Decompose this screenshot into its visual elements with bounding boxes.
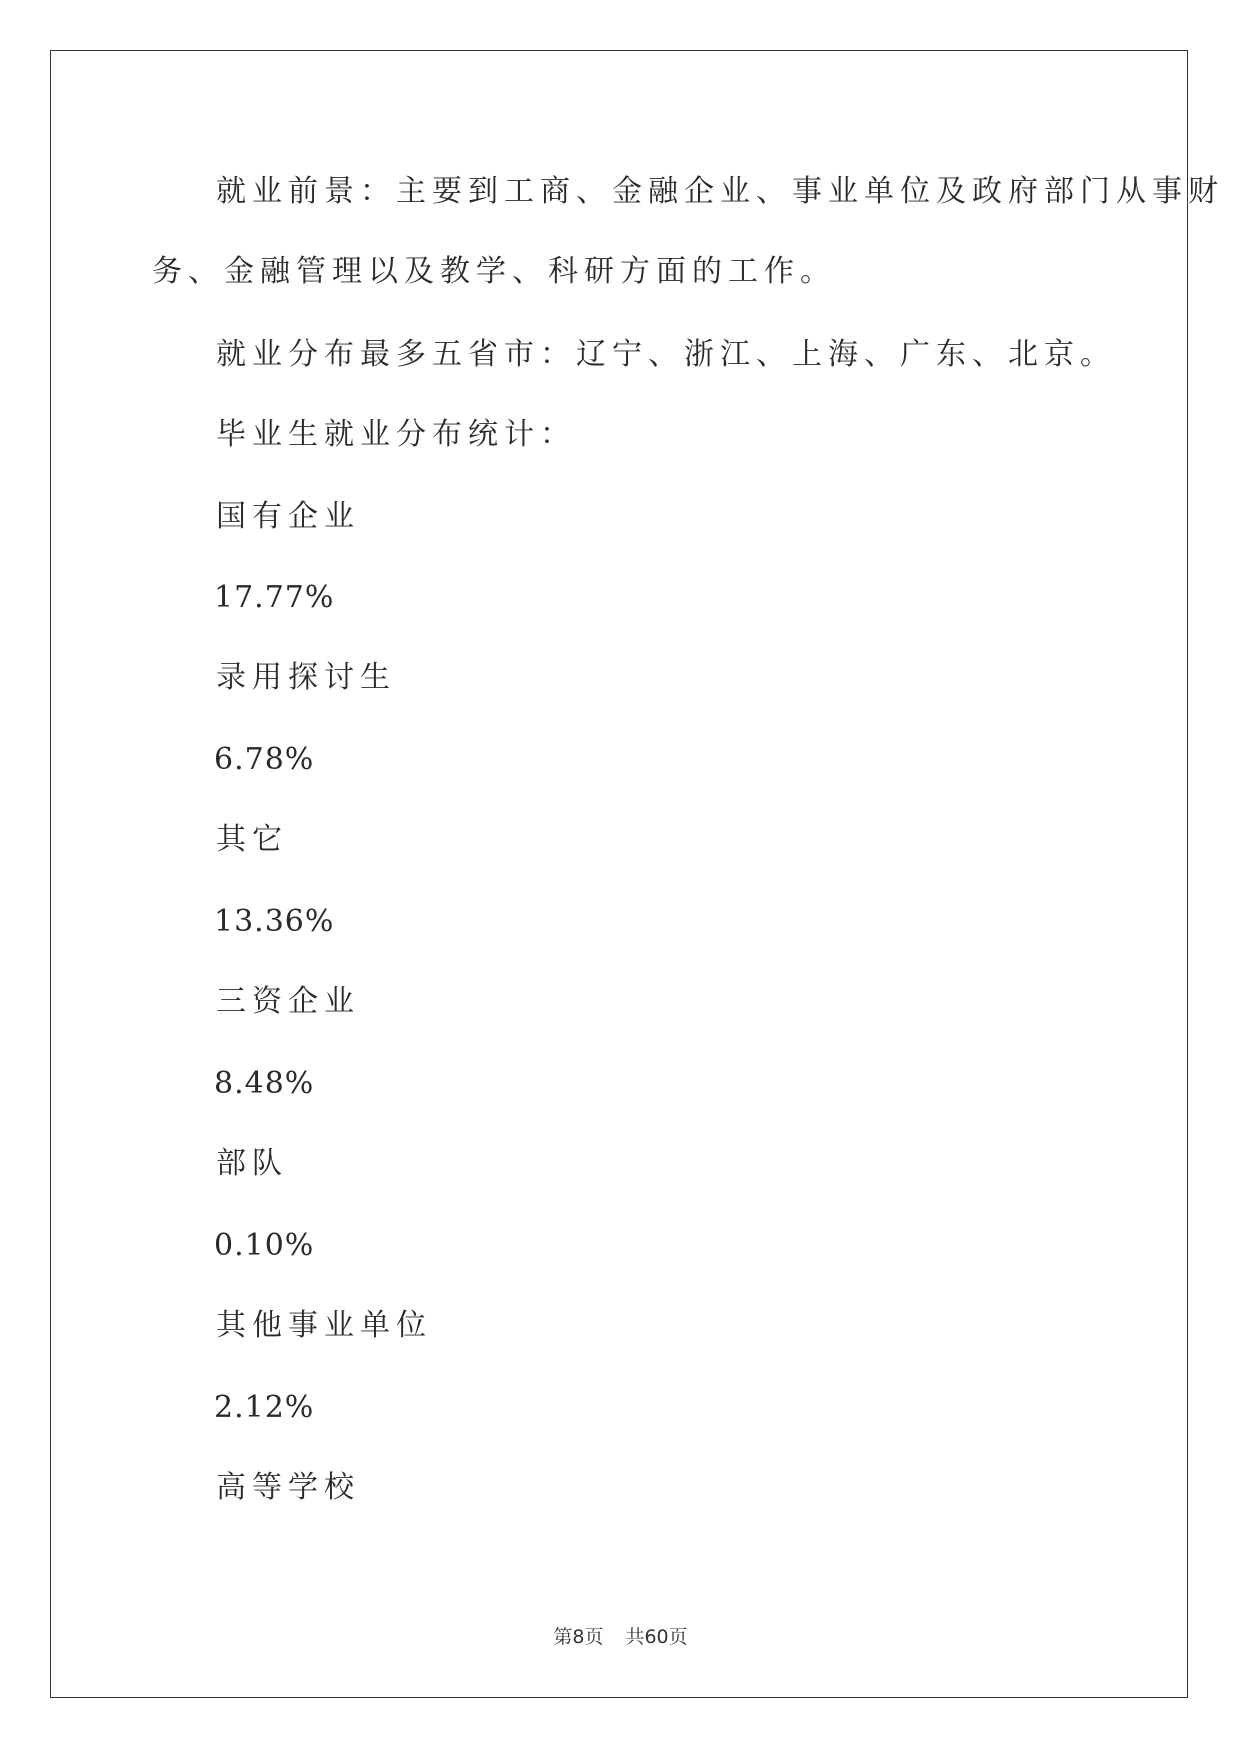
paragraph-2: 就业分布最多五省市：辽宁、浙江、上海、广东、北京。: [216, 337, 1116, 372]
stat-value-state-owned: 17.77%: [214, 580, 335, 615]
stat-label-foreign-invested: 三资企业: [216, 984, 360, 1019]
page-footer: [0, 1625, 1241, 1649]
paragraph-1-line-1: 就业前景：主要到工商、金融企业、事业单位及政府部门从事财: [216, 174, 1224, 209]
stat-label-other-public-institutions: 其他事业单位: [216, 1308, 432, 1343]
stat-label-other: 其它: [216, 822, 288, 857]
stat-value-other-public-institutions: 2.12%: [214, 1390, 315, 1425]
paragraph-1-line-2: 务、金融管理以及教学、科研方面的工作。: [152, 254, 836, 289]
stat-value-other: 13.36%: [214, 904, 335, 939]
page-number: 第8页: [553, 1626, 604, 1648]
stat-label-graduate-admission: 录用探讨生: [216, 660, 396, 695]
stat-label-higher-education: 高等学校: [216, 1470, 360, 1505]
stats-heading: 毕业生就业分布统计：: [216, 417, 576, 452]
page-total: 共60页: [625, 1626, 688, 1648]
stat-value-foreign-invested: 8.48%: [214, 1066, 315, 1101]
stat-value-military: 0.10%: [214, 1228, 315, 1263]
stat-value-graduate-admission: 6.78%: [214, 742, 315, 777]
stat-label-military: 部队: [216, 1146, 288, 1181]
page-frame: [50, 50, 1188, 1698]
stat-label-state-owned: 国有企业: [216, 499, 360, 534]
